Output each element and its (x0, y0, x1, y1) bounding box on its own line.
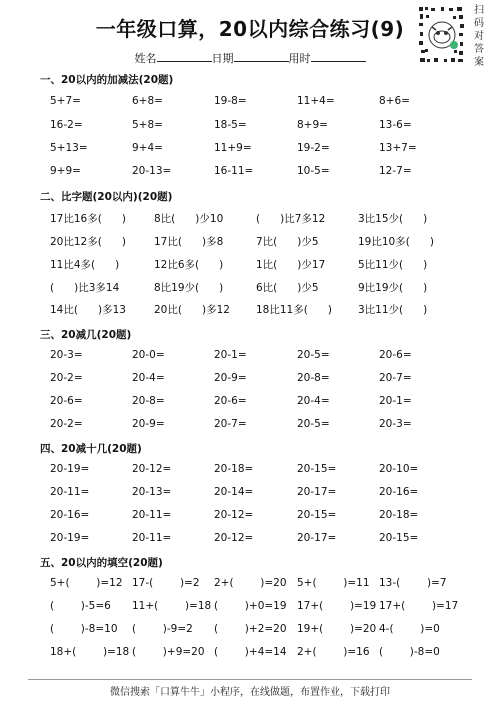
problem-item[interactable]: 19比10多( ) (358, 236, 434, 248)
problem-item[interactable]: 20-6= (214, 395, 247, 407)
problem-row (0, 509, 500, 525)
problem-item[interactable]: 20比12多( ) (50, 236, 126, 248)
date-label: 日期 (211, 52, 234, 65)
problem-item[interactable]: 7比( )少5 (256, 236, 319, 248)
problem-item[interactable]: 17比( )多8 (154, 236, 224, 248)
problem-item[interactable]: 12-7= (379, 165, 412, 177)
problem-row (0, 234, 500, 250)
problem-item[interactable]: 20-13= (132, 165, 172, 177)
problem-item[interactable]: 20-8= (132, 395, 165, 407)
problem-item[interactable]: 20比( )多12 (154, 304, 230, 316)
problem-item[interactable]: 20-17= (297, 532, 337, 544)
footer-text: 微信搜索「口算牛牛」小程序，在线做题，布置作业，下载打印 (110, 687, 390, 698)
problem-item[interactable]: 20-9= (214, 372, 247, 384)
problem-row (0, 486, 500, 502)
problem-item[interactable]: ( )比7多12 (256, 213, 326, 225)
problem-item[interactable]: 20-15= (297, 463, 337, 475)
problem-item[interactable]: 18+( )=18 (50, 646, 130, 658)
page-title: 一年级口算，20以内综合练习(9) (95, 17, 405, 41)
problem-item[interactable]: 20-16= (379, 486, 419, 498)
qr-code-icon[interactable] (417, 5, 467, 65)
problem-row (0, 280, 500, 296)
problem-item[interactable]: 10-5= (297, 165, 330, 177)
problem-item[interactable]: 20-7= (379, 372, 412, 384)
problem-item[interactable]: 17比16多( ) (50, 213, 126, 225)
problem-item[interactable]: 20-15= (379, 532, 419, 544)
problem-item[interactable]: 11比4多( ) (50, 259, 120, 271)
problem-item[interactable]: 20-3= (379, 418, 412, 430)
problem-item[interactable]: 20-12= (214, 532, 254, 544)
problem-item[interactable]: 14比( )多13 (50, 304, 126, 316)
problem-item[interactable]: 5+7= (50, 95, 81, 107)
problem-item[interactable]: 20-4= (132, 372, 165, 384)
problem-item[interactable]: 20-11= (132, 509, 172, 521)
problem-item[interactable]: 20-19= (50, 532, 90, 544)
problem-item[interactable]: 19-2= (297, 142, 330, 154)
problem-item[interactable]: 18比11多( ) (256, 304, 332, 316)
problem-item[interactable]: 20-0= (132, 349, 165, 361)
problem-row (0, 95, 500, 111)
problem-row (0, 211, 500, 227)
problem-row (0, 395, 500, 411)
problem-item[interactable]: 20-2= (50, 418, 83, 430)
problem-row (0, 418, 500, 434)
problem-item[interactable]: 20-11= (50, 486, 90, 498)
problem-item[interactable]: 1比( )少17 (256, 259, 326, 271)
problem-item[interactable]: 20-9= (132, 418, 165, 430)
problem-item[interactable]: 20-3= (50, 349, 83, 361)
problem-item[interactable]: 20-4= (297, 395, 330, 407)
problem-item[interactable]: 13+7= (379, 142, 417, 154)
problem-item[interactable]: 2+( )=16 (297, 646, 370, 658)
problem-item[interactable]: 8+6= (379, 95, 410, 107)
problem-item[interactable]: 13-( )=7 (379, 577, 447, 589)
problem-row (0, 372, 500, 388)
problem-item[interactable]: 20-1= (379, 395, 412, 407)
problem-row (0, 600, 500, 616)
problem-item[interactable]: 20-5= (297, 349, 330, 361)
problem-item[interactable]: 4-( )=0 (379, 623, 440, 635)
problem-item[interactable]: 20-16= (50, 509, 90, 521)
problem-item[interactable]: 20-1= (214, 349, 247, 361)
scan-answer-text: 扫 码 对 答 案 (474, 5, 484, 68)
section-heading: 一、20以内的加减法(20题) (40, 74, 174, 86)
problem-item[interactable]: ( )+4=14 (214, 646, 287, 658)
problem-item[interactable]: 8+9= (297, 119, 328, 131)
problem-item[interactable]: 3比11少( ) (358, 304, 428, 316)
problem-item[interactable]: 20-12= (132, 463, 172, 475)
problem-item[interactable]: ( )-9=2 (132, 623, 193, 635)
problem-row (0, 577, 500, 593)
problem-item[interactable]: 20-6= (379, 349, 412, 361)
time-label: 用时 (288, 52, 311, 65)
problem-item[interactable]: ( )比3多14 (50, 282, 120, 294)
problem-item[interactable]: 5比11少( ) (358, 259, 428, 271)
problem-row (0, 302, 500, 318)
problem-item[interactable]: 20-6= (50, 395, 83, 407)
problem-item[interactable]: 3比15少( ) (358, 213, 428, 225)
problem-item[interactable]: 11+4= (297, 95, 335, 107)
problem-row (0, 119, 500, 135)
problem-item[interactable]: 8比( )少10 (154, 213, 224, 225)
problem-item[interactable]: 9+9= (50, 165, 81, 177)
problem-row (0, 532, 500, 548)
problem-row (0, 463, 500, 479)
problem-row (0, 142, 500, 158)
problem-item[interactable]: 20-2= (50, 372, 83, 384)
problem-item[interactable]: 16-11= (214, 165, 254, 177)
problem-item[interactable]: 20-11= (132, 532, 172, 544)
problem-item[interactable]: 12比6多( ) (154, 259, 224, 271)
problem-row (0, 165, 500, 181)
name-label: 姓名 (134, 52, 157, 65)
section-heading: 五、20以内的填空(20题) (40, 557, 163, 569)
problem-item[interactable]: ( )-8=0 (379, 646, 440, 658)
problem-row (0, 349, 500, 365)
problem-item[interactable]: 6+8= (132, 95, 163, 107)
problem-item[interactable]: ( )-8=10 (50, 623, 118, 635)
problem-item[interactable]: 20-14= (214, 486, 254, 498)
problem-item[interactable]: 20-19= (50, 463, 90, 475)
problem-item[interactable]: 17+( )=17 (379, 600, 459, 612)
problem-item[interactable]: 17+( )=19 (297, 600, 377, 612)
problem-row (0, 257, 500, 273)
problem-row (0, 623, 500, 639)
problem-item[interactable]: ( )+2=20 (214, 623, 287, 635)
problem-item[interactable]: ( )+9=20 (132, 646, 205, 658)
problem-item[interactable]: 11+( )=18 (132, 600, 212, 612)
problem-item[interactable]: 19+( )=20 (297, 623, 377, 635)
problem-item[interactable]: 20-15= (297, 509, 337, 521)
section-heading: 三、20减几(20题) (40, 329, 132, 341)
problem-item[interactable]: 20-12= (214, 509, 254, 521)
time-blank[interactable] (311, 50, 366, 62)
problem-item[interactable]: 9+4= (132, 142, 163, 154)
date-blank[interactable] (234, 50, 289, 62)
problem-item[interactable]: 6比( )少5 (256, 282, 319, 294)
problem-item[interactable]: 2+( )=20 (214, 577, 287, 589)
problem-row (0, 646, 500, 662)
problem-item[interactable]: 20-5= (297, 418, 330, 430)
problem-item[interactable]: 17-( )=2 (132, 577, 200, 589)
problem-item[interactable]: ( )+0=19 (214, 600, 287, 612)
section-heading: 四、20减十几(20题) (40, 443, 142, 455)
problem-item[interactable]: 11+9= (214, 142, 252, 154)
footer-divider (28, 679, 472, 680)
name-blank[interactable] (157, 50, 212, 62)
problem-item[interactable]: 20-10= (379, 463, 419, 475)
problem-item[interactable]: 20-7= (214, 418, 247, 430)
problem-item[interactable]: 5+( )=12 (50, 577, 123, 589)
problem-item[interactable]: 19-8= (214, 95, 247, 107)
problem-item[interactable]: 5+( )=11 (297, 577, 370, 589)
problem-item[interactable]: 13-6= (379, 119, 412, 131)
problem-item[interactable]: ( )-5=6 (50, 600, 111, 612)
problem-item[interactable]: 5+13= (50, 142, 88, 154)
problem-item[interactable]: 20-18= (214, 463, 254, 475)
problem-item[interactable]: 20-18= (379, 509, 419, 521)
problem-item[interactable]: 20-8= (297, 372, 330, 384)
problem-item[interactable]: 20-13= (132, 486, 172, 498)
problem-item[interactable]: 8比19少( ) (154, 282, 224, 294)
section-heading: 二、比字题(20以内)(20题) (40, 191, 173, 203)
problem-item[interactable]: 9比19少( ) (358, 282, 428, 294)
problem-item[interactable]: 16-2= (50, 119, 83, 131)
problem-item[interactable]: 20-17= (297, 486, 337, 498)
problem-item[interactable]: 5+8= (132, 119, 163, 131)
problem-item[interactable]: 18-5= (214, 119, 247, 131)
